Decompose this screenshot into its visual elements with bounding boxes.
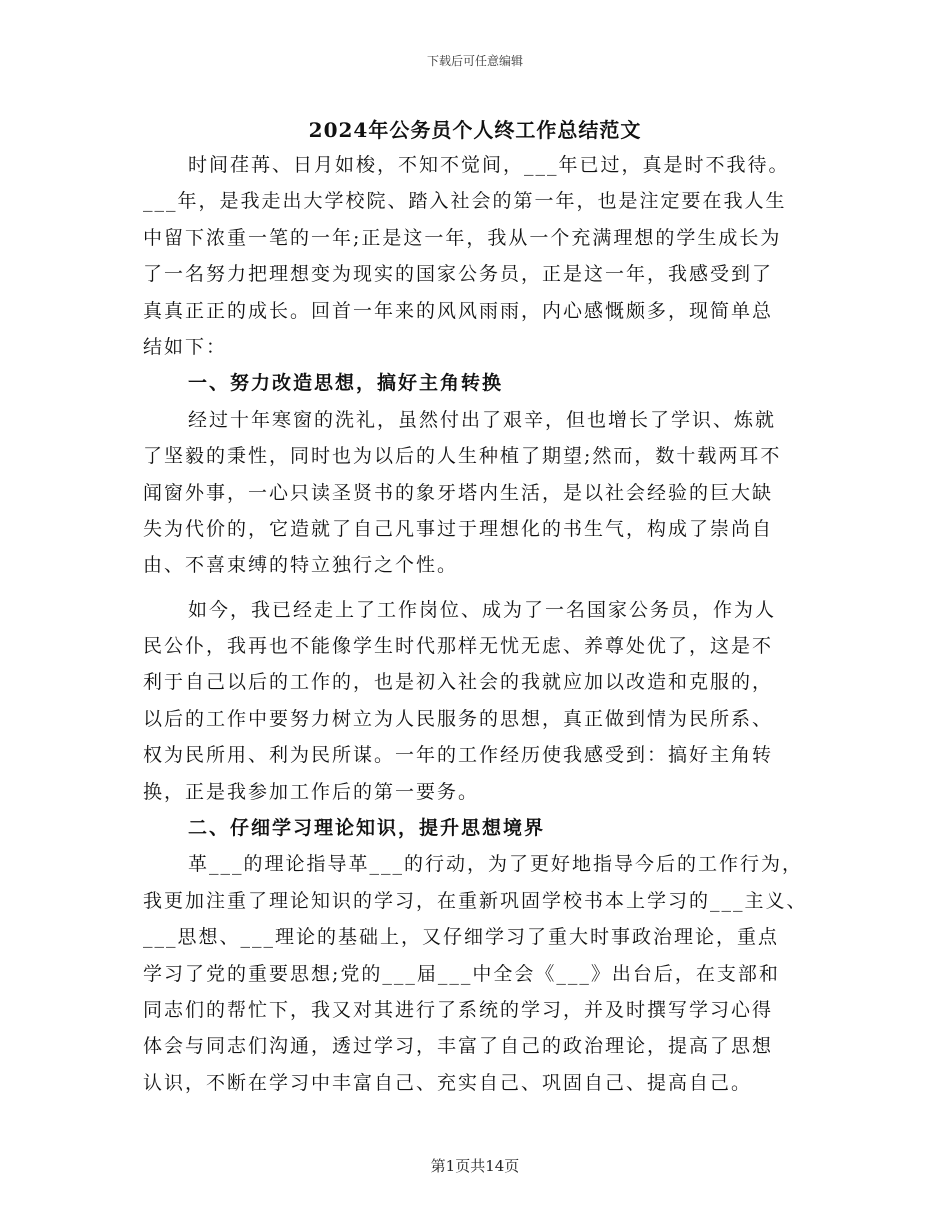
page-footer: 第1页共14页 — [430, 1157, 520, 1175]
paragraph-line: 同志们的帮忙下，我又对其进行了系统的学习，并及时撰写学习心得 — [143, 998, 774, 1021]
paragraph-line: ___年，是我走出大学校院、踏入社会的第一年，也是注定要在我人生 — [143, 190, 787, 213]
paragraph-line: 结如下： — [143, 335, 228, 358]
paragraph-line: 体会与同志们沟通，透过学习，丰富了自己的政治理论，提高了思想 — [143, 1035, 774, 1058]
paragraph-line: 利于自己以后的工作的，也是初入社会的我就应加以改造和克服的， — [143, 671, 774, 694]
paragraph-line: 时间荏苒、日月如梭，不知不觉间，___年已过，真是时不我待。 — [188, 154, 790, 176]
paragraph-line: 真真正正的成长。回首一年来的风风雨雨，内心感慨颇多，现简单总 — [143, 299, 774, 322]
paragraph-line: 由、不喜束缚的特立独行之个性。 — [143, 554, 459, 577]
paragraph-line: 民公仆，我再也不能像学生时代那样无忧无虑、养尊处优了，这是不 — [143, 635, 774, 658]
paragraph-gap — [143, 584, 813, 592]
paragraph-line: 中留下浓重一笔的一年;正是这一年，我从一个充满理想的学生成长为 — [143, 226, 782, 249]
paragraph-line: 闻窗外事，一心只读圣贤书的象牙塔内生活，是以社会经验的巨大缺 — [143, 481, 774, 504]
paragraph-line: 了一名努力把理想变为现实的国家公务员，正是这一年，我感受到了 — [143, 263, 774, 286]
paragraph-line: 学习了党的重要思想;党的___届___中全会《___》出台后，在支部和 — [143, 962, 780, 985]
document-body — [143, 147, 813, 1101]
document-title: 2024年公务员个人终工作总结范文 — [308, 118, 642, 142]
paragraph-line: 以后的工作中要努力树立为人民服务的思想，真正做到情为民所系、 — [143, 707, 774, 730]
paragraph-line: 我更加注重了理论知识的学习，在重新巩固学校书本上学习的___主义、 — [143, 889, 808, 912]
paragraph-line: 革___的理论指导革___的行动，为了更好地指导今后的工作行为， — [188, 853, 804, 876]
section-heading-1: 一、努力改造思想，搞好主角转换 — [188, 372, 504, 395]
paragraph-line: 权为民所用、利为民所谋。一年的工作经历使我感受到：搞好主角转 — [143, 744, 774, 767]
paragraph-line: 了坚毅的秉性，同时也为以后的人生种植了期望;然而，数十载两耳不 — [143, 445, 782, 468]
paragraph-line: 换，正是我参加工作后的第一要务。 — [143, 780, 480, 803]
paragraph-line: 如今，我已经走上了工作岗位、成为了一名国家公务员，作为人 — [188, 598, 777, 621]
paragraph-line: ___思想、___理论的基础上，又仔细学习了重大时事政治理论，重点 — [143, 926, 780, 949]
header-note: 下载后可任意编辑 — [426, 54, 523, 68]
paragraph-line: 经过十年寒窗的洗礼，虽然付出了艰辛，但也增长了学识、炼就 — [188, 408, 777, 431]
paragraph-line: 认识，不断在学习中丰富自己、充实自己、巩固自己、提高自己。 — [143, 1071, 753, 1094]
paragraph-line: 失为代价的，它造就了自己凡事过于理想化的书生气，构成了崇尚自 — [143, 517, 774, 540]
section-heading-2: 二、仔细学习理论知识，提升思想境界 — [188, 817, 546, 840]
